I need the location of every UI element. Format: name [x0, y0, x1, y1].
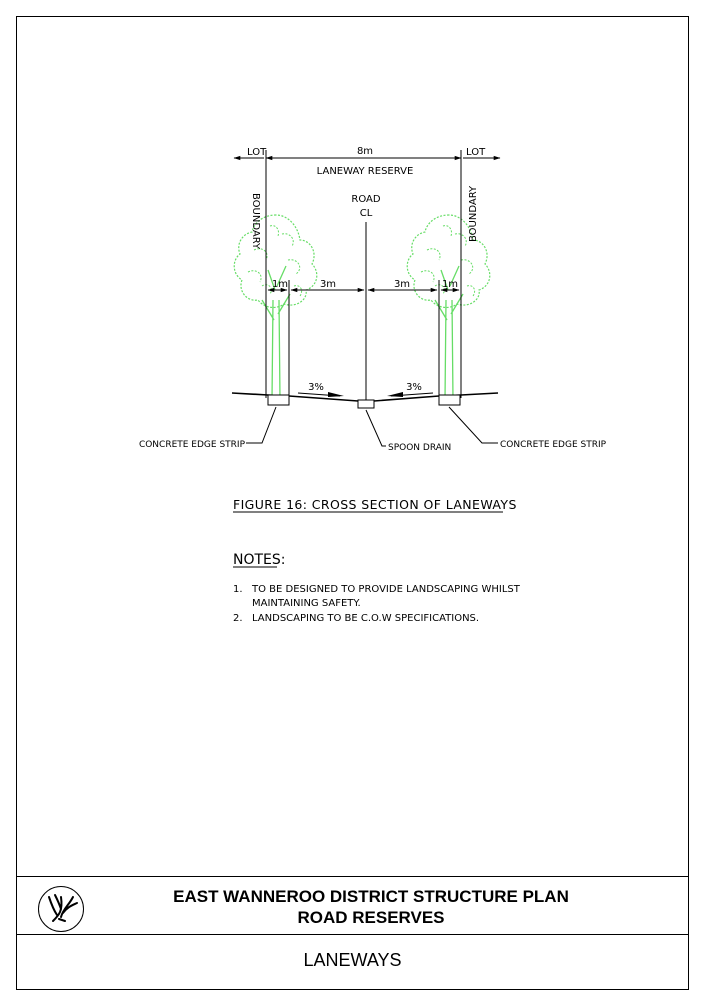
left-boundary-label: BOUNDARY — [250, 193, 261, 250]
plan-title — [116, 886, 626, 928]
notes-heading: NOTES: — [233, 552, 286, 568]
left-edge-strip-leader — [246, 407, 276, 443]
road-label: ROAD — [351, 194, 381, 205]
title-block-divider — [16, 934, 689, 935]
spoon-drain-leader — [366, 410, 386, 446]
right-edge-strip-callout: CONCRETE EDGE STRIP — [500, 440, 607, 450]
overall-width-label: 8m — [356, 146, 374, 157]
right-lane-width-label: 3m — [393, 279, 411, 290]
title-block-top-line — [16, 876, 689, 877]
inner-dimensions — [268, 279, 459, 290]
tree-logo-icon — [38, 886, 84, 932]
centreline-label: CL — [359, 208, 373, 219]
left-tree-icon — [234, 215, 317, 400]
spoon-drain — [358, 400, 374, 408]
note-2-line-1: LANDSCAPING TO BE C.O.W SPECIFICATIONS. — [252, 613, 480, 624]
sheet-name: LANEWAYS — [303, 950, 402, 970]
right-slope-label: 3% — [406, 382, 422, 393]
spoon-drain-callout: SPOON DRAIN — [388, 443, 452, 453]
note-2-number: 2. — [233, 613, 243, 624]
plan-title-line-1: EAST WANNEROO DISTRICT STRUCTURE PLAN — [173, 887, 569, 906]
lot-label-left: LOT — [247, 147, 267, 158]
note-1-number: 1. — [233, 584, 243, 595]
left-slope-label: 3% — [308, 382, 324, 393]
note-1-line-1: TO BE DESIGNED TO PROVIDE LANDSCAPING WHILST — [252, 584, 520, 595]
right-boundary-label: BOUNDARY — [468, 185, 479, 242]
lot-label-right: LOT — [466, 147, 486, 158]
title-block — [16, 876, 689, 990]
right-strip-width-label: 1m — [441, 279, 459, 290]
left-lane-width-label: 3m — [319, 279, 337, 290]
right-edge-strip-leader — [449, 407, 498, 443]
right-concrete-edge-strip — [439, 395, 460, 405]
left-edge-strip-callout: CONCRETE EDGE STRIP — [138, 440, 245, 450]
overall-width-dimension — [234, 146, 500, 177]
laneway-reserve-label: LANEWAY RESERVE — [316, 166, 414, 177]
left-strip-width-label: 1m — [271, 279, 289, 290]
left-concrete-edge-strip — [268, 395, 289, 405]
note-1-line-2: MAINTAINING SAFETY. — [252, 598, 361, 609]
plan-title-line-2: ROAD RESERVES — [297, 908, 445, 927]
figure-caption: FIGURE 16: CROSS SECTION OF LANEWAYS — [233, 497, 517, 512]
